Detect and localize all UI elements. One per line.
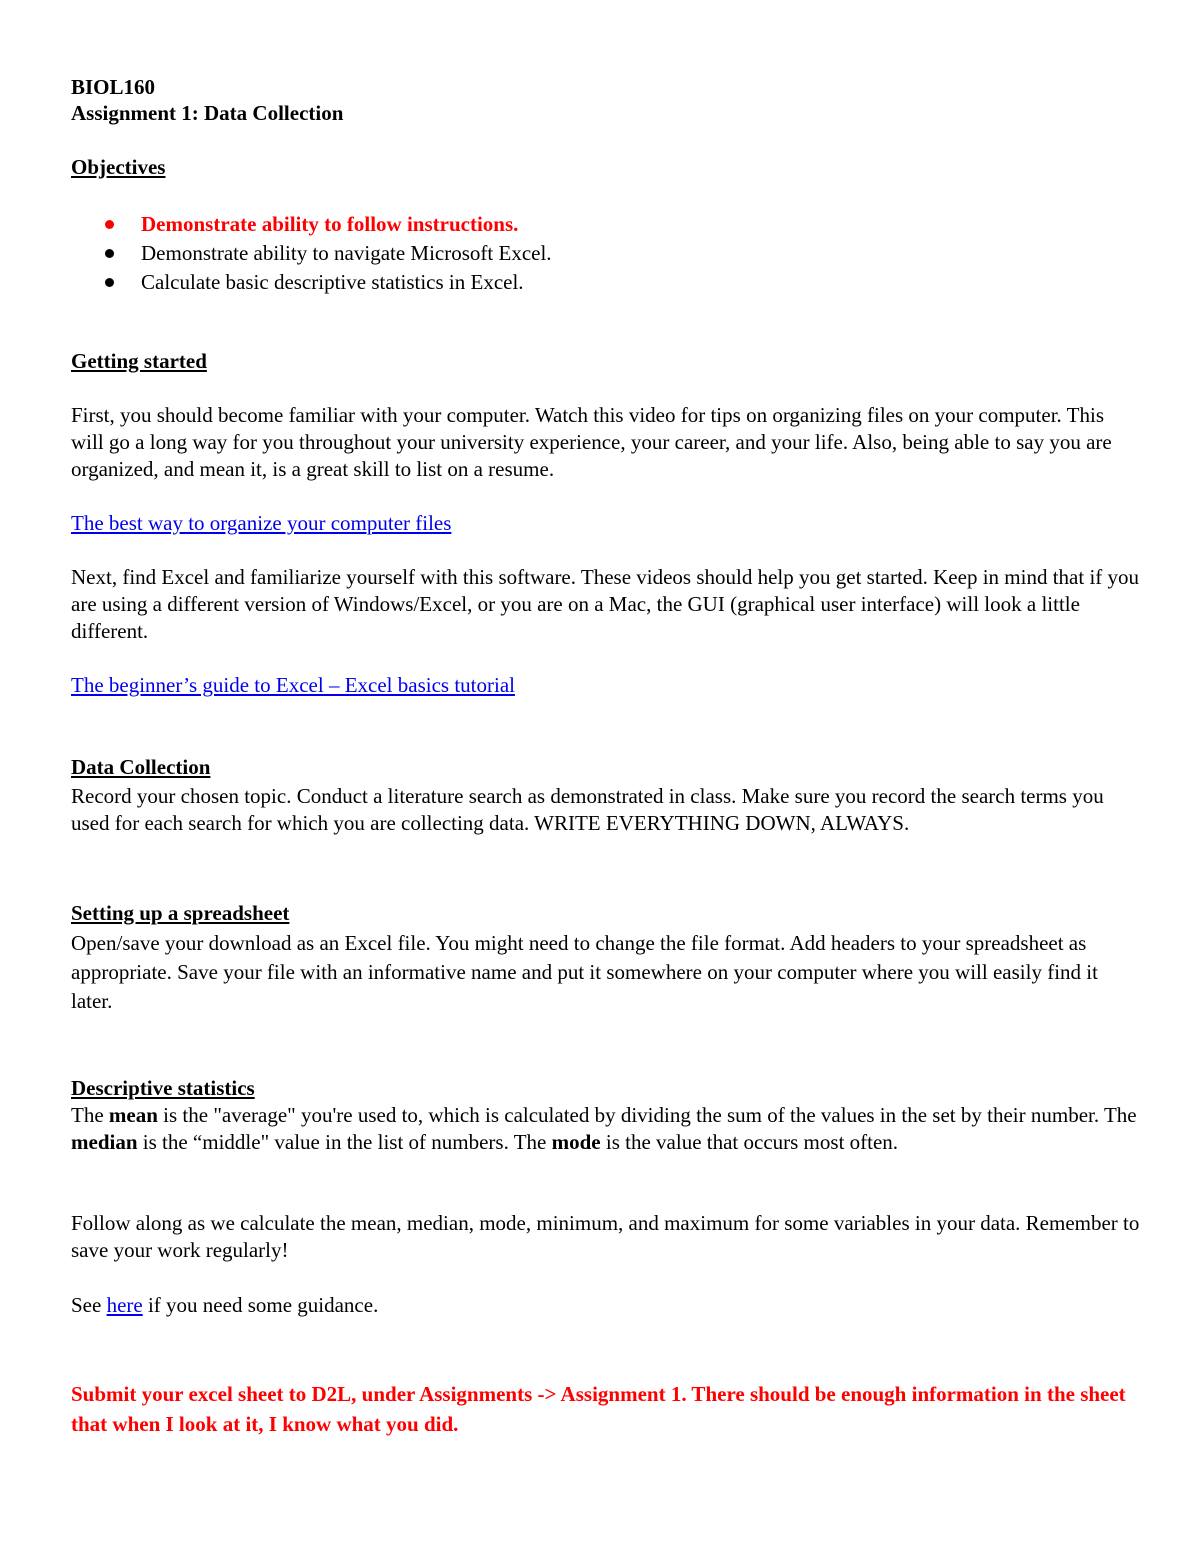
objective-item: Calculate basic descriptive statistics in Excel.: [71, 269, 552, 298]
mean-term: mean: [108, 1103, 158, 1127]
objectives-heading: Objectives: [71, 155, 166, 179]
assignment-title: Assignment 1: Data Collection: [71, 101, 344, 125]
spreadsheet-paragraph: Open/save your download as an Excel file. You might need to change the file format. Add headers to your spreadsheet as appropriate. Save your file with an informative name and put it somewhere on your computer where you will easily find it later.: [71, 931, 1098, 1013]
objectives-list: [71, 211, 552, 298]
excel-basics-link[interactable]: The beginner’s guide to Excel – Excel basics tutorial: [71, 673, 515, 697]
spreadsheet-heading: Setting up a spreadsheet: [71, 901, 290, 925]
data-collection-paragraph: Record your chosen topic. Conduct a literature search as demonstrated in class. Make sure you record the search terms you used for each search for which you are collecting data. WRITE EVERYTHING DOWN, ALWAYS.: [71, 784, 1104, 835]
submit-instructions: Submit your excel sheet to D2L, under Assignments -> Assignment 1. There should be enough information in the sheet that when I look at it, I know what you did.: [71, 1382, 1126, 1436]
course-code: BIOL160: [71, 75, 156, 99]
guidance-line: See here if you need some guidance.: [71, 1293, 379, 1317]
getting-started-heading: Getting started: [71, 349, 207, 373]
guidance-link[interactable]: here: [106, 1293, 143, 1317]
mode-term: mode: [551, 1130, 601, 1154]
data-collection-heading: Data Collection: [71, 755, 211, 779]
organize-files-link[interactable]: The best way to organize your computer files: [71, 511, 452, 535]
bullet-icon: [105, 278, 114, 287]
getting-started-paragraph: First, you should become familiar with your computer. Watch this video for tips on organizing files on your computer. This will go a long way for you throughout your university experience, your career, and your life. Also, being able to say you are organized, and mean it, is a great skill to list on a resume.: [71, 403, 1112, 481]
follow-along-paragraph: Follow along as we calculate the mean, median, mode, minimum, and maximum for some variables in your data. Remember to save your work regularly!: [71, 1211, 1140, 1262]
objective-item: Demonstrate ability to navigate Microsoft Excel.: [71, 240, 552, 269]
excel-intro-paragraph: Next, find Excel and familiarize yourself with this software. These videos should help you get started. Keep in mind that if you are using a different version of Windows/Excel, or you are on a Mac, the GUI (graphical user interface) will look a little different.: [71, 565, 1140, 643]
bullet-icon: [105, 220, 114, 229]
descriptive-heading: Descriptive statistics: [71, 1076, 255, 1100]
descriptive-paragraph: The mean is the "average" you're used to, which is calculated by dividing the sum of the values in the set by their number. The median is the “middle" value in the list of numbers. The mode is the value that occurs most often.: [71, 1103, 1137, 1154]
objective-item: Demonstrate ability to follow instructions.: [71, 211, 552, 240]
median-term: median: [71, 1130, 138, 1154]
bullet-icon: [105, 249, 114, 258]
